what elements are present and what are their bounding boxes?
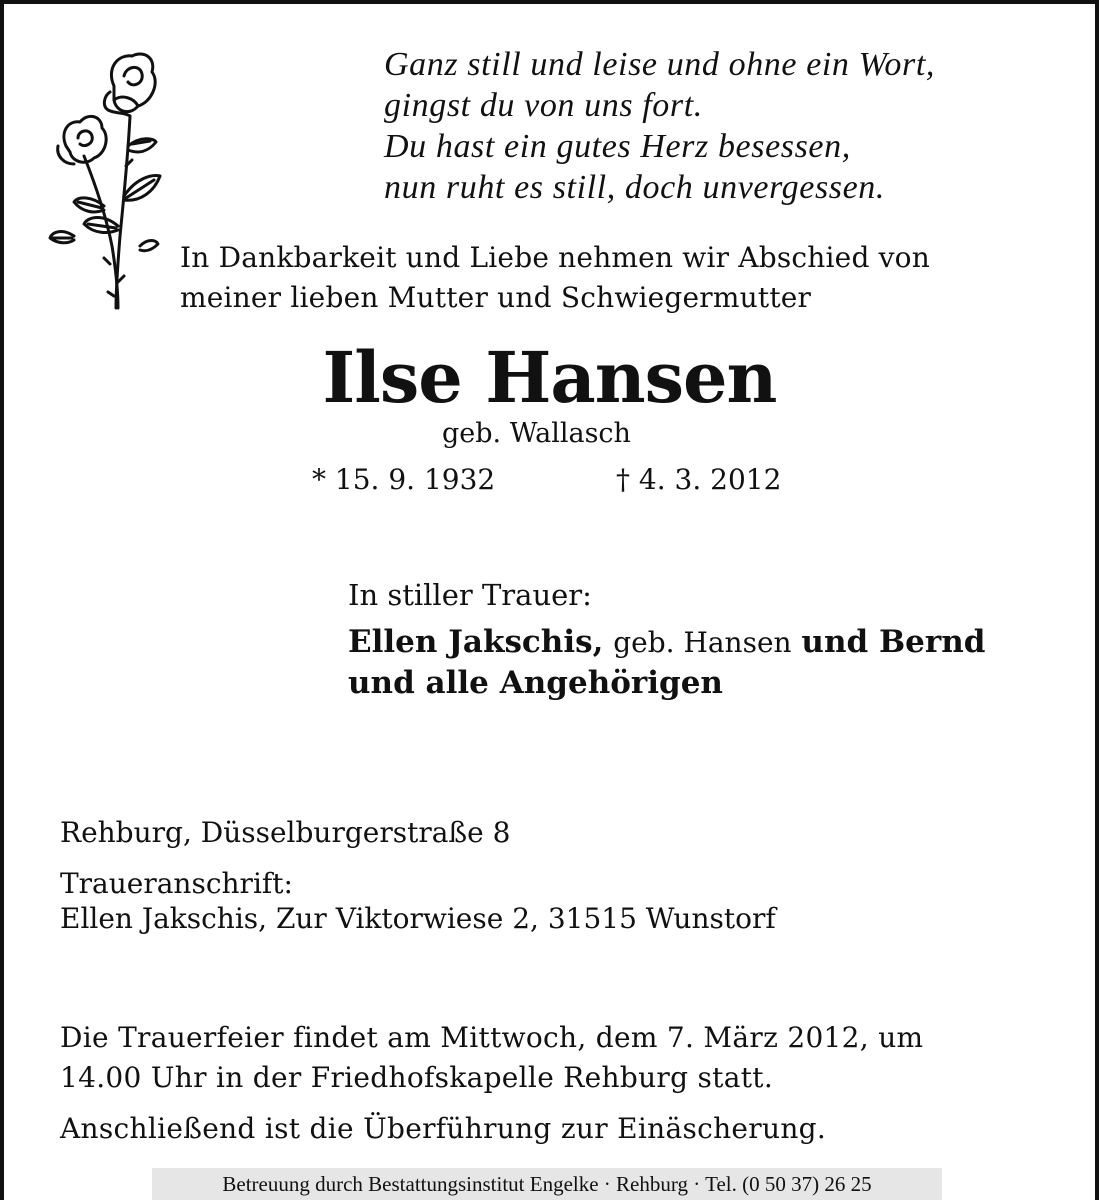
poem-line: Ganz still und leise und ohne ein Wort, [384, 46, 936, 83]
mourners-line [348, 622, 1048, 663]
condolence-address: Ellen Jakschis, Zur Viktorwiese 2, 31515 Wunstorf [60, 902, 776, 935]
intro-line: meiner lieben Mutter und Schwiegermutter [180, 281, 812, 314]
poem-line: gingst du von uns fort. [384, 87, 703, 124]
intro-text [180, 238, 1060, 318]
mourners-list [348, 622, 1048, 703]
rose-illustration [44, 46, 174, 316]
poem-line: nun ruht es still, doch unvergessen. [384, 169, 886, 206]
death-date: † 4. 3. 2012 [616, 463, 782, 496]
ceremony-text [60, 1018, 1040, 1098]
residence-address: Rehburg, Düsselburgerstraße 8 [60, 816, 511, 849]
condolence-label: Traueranschrift: [60, 867, 293, 900]
ceremony-line: 14.00 Uhr in der Friedhofskapelle Rehburg statt. [60, 1061, 774, 1094]
deceased-name: Ilse Hansen [322, 336, 777, 419]
ceremony-line: Die Trauerfeier findet am Mittwoch, dem 7. März 2012, um [60, 1021, 924, 1054]
poem-line: Du hast ein gutes Herz besessen, [384, 128, 851, 165]
birth-date: * 15. 9. 1932 [312, 463, 496, 496]
maiden-name: geb. Wallasch [442, 418, 631, 449]
intro-line: In Dankbarkeit und Liebe nehmen wir Abschied von [180, 241, 930, 274]
funeral-home-footer: Betreuung durch Bestattungsinstitut Engelke · Rehburg · Tel. (0 50 37) 26 25 [152, 1168, 942, 1200]
after-ceremony-text: Anschließend ist die Überführung zur Einäscherung. [60, 1112, 827, 1145]
mourners-label: In stiller Trauer: [348, 578, 592, 612]
mourner-name: Ellen Jakschis, [348, 624, 604, 660]
mourner-nee: geb. Hansen [613, 626, 792, 659]
mourner-partner: und Bernd [801, 624, 986, 660]
poem [384, 44, 1074, 208]
mourners-others: und alle Angehörigen [348, 665, 723, 701]
